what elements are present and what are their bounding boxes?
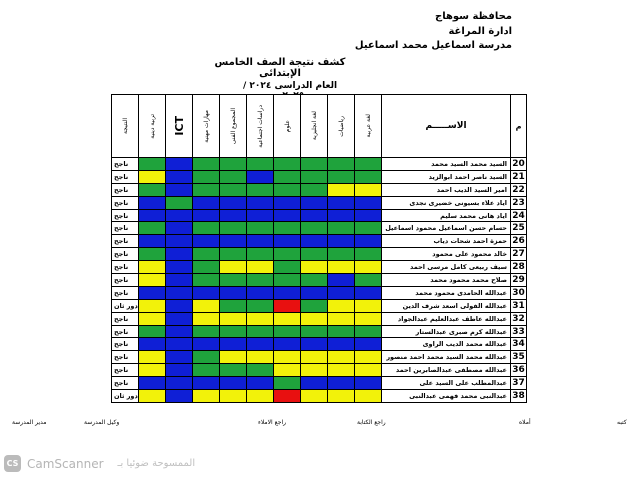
student-name: حسام حسن اسماعيل محمود اسماعيل bbox=[382, 222, 511, 235]
header-english: لغة انجليزية bbox=[301, 95, 328, 158]
grade-cell bbox=[193, 196, 220, 209]
grade-cell bbox=[328, 209, 355, 222]
grade-cell bbox=[166, 364, 193, 377]
camscanner-watermark bbox=[4, 455, 195, 472]
grade-cell bbox=[193, 274, 220, 287]
result-cell: ناجح bbox=[112, 235, 139, 248]
grade-cell bbox=[328, 312, 355, 325]
grade-cell bbox=[166, 170, 193, 183]
camscanner-brand: CamScanner bbox=[27, 456, 104, 471]
grade-cell bbox=[328, 235, 355, 248]
dictation-review-signature: راجع الاملاء bbox=[258, 419, 287, 426]
student-number: 33 bbox=[512, 326, 525, 337]
grade-cell bbox=[193, 390, 220, 403]
grade-cell bbox=[301, 312, 328, 325]
grade-cell bbox=[328, 248, 355, 261]
grade-cell bbox=[139, 235, 166, 248]
grade-cell bbox=[301, 338, 328, 351]
table-row bbox=[112, 351, 527, 364]
grade-cell bbox=[220, 209, 247, 222]
grade-cell bbox=[193, 377, 220, 390]
grade-cell bbox=[274, 390, 301, 403]
grade-cell bbox=[355, 170, 382, 183]
result-cell: دور ثان bbox=[112, 299, 139, 312]
grade-cell bbox=[274, 222, 301, 235]
grade-cell bbox=[247, 390, 274, 403]
student-name: عبدالله عاطف عبدالعليم عبدالجواد bbox=[382, 312, 511, 325]
administration-label: ادارة المراغة bbox=[448, 26, 512, 37]
grade-cell bbox=[139, 312, 166, 325]
result-cell: دور ثان bbox=[112, 390, 139, 403]
grade-cell bbox=[274, 248, 301, 261]
grade-cell bbox=[328, 338, 355, 351]
header-number: م bbox=[511, 95, 527, 158]
grade-cell bbox=[328, 222, 355, 235]
grade-cell bbox=[139, 390, 166, 403]
grade-cell bbox=[220, 235, 247, 248]
grade-cell bbox=[301, 209, 328, 222]
grade-cell bbox=[139, 364, 166, 377]
camscanner-logo-icon: CS bbox=[4, 455, 21, 472]
student-name: السيد ناصر احمد ابوالزيد bbox=[382, 170, 511, 183]
table-row bbox=[112, 338, 527, 351]
grade-cell bbox=[166, 312, 193, 325]
grade-cell bbox=[247, 286, 274, 299]
result-cell: ناجح bbox=[112, 170, 139, 183]
header-art: المجموع الفنى bbox=[220, 95, 247, 158]
grade-cell bbox=[355, 286, 382, 299]
grade-cell bbox=[247, 274, 274, 287]
grade-cell bbox=[166, 390, 193, 403]
header-row bbox=[112, 95, 527, 158]
grade-cell bbox=[193, 222, 220, 235]
student-name: امير السيد الديب احمد bbox=[382, 183, 511, 196]
student-name: عبدالله كرم صبرى عبدالستار bbox=[382, 325, 511, 338]
table-row bbox=[112, 183, 527, 196]
grade-cell bbox=[166, 209, 193, 222]
grade-cell bbox=[328, 325, 355, 338]
grade-cell bbox=[247, 209, 274, 222]
grade-cell bbox=[139, 286, 166, 299]
grade-cell bbox=[220, 183, 247, 196]
grade-cell bbox=[274, 183, 301, 196]
grade-cell bbox=[274, 158, 301, 171]
table-row bbox=[112, 325, 527, 338]
result-cell: ناجح bbox=[112, 261, 139, 274]
grade-cell bbox=[355, 377, 382, 390]
grade-cell bbox=[247, 183, 274, 196]
header-name: الاســـــم bbox=[382, 95, 511, 158]
grade-cell bbox=[301, 351, 328, 364]
student-number: 29 bbox=[512, 274, 525, 285]
grade-cell bbox=[166, 351, 193, 364]
page-title: كشف نتيجة الصف الخامس الإبتدائى bbox=[214, 57, 346, 79]
grade-cell bbox=[247, 338, 274, 351]
grade-cell bbox=[193, 235, 220, 248]
result-cell: ناجح bbox=[112, 351, 139, 364]
student-number: 24 bbox=[512, 210, 525, 221]
header-religion: تربية دينية bbox=[139, 95, 166, 158]
header-ict: ICT bbox=[166, 95, 193, 158]
grade-cell bbox=[193, 209, 220, 222]
header-social: دراسات اجتماعية bbox=[247, 95, 274, 158]
grade-cell bbox=[274, 351, 301, 364]
grade-cell bbox=[220, 338, 247, 351]
school-label: مدرسة اسماعيل محمد اسماعيل bbox=[354, 40, 512, 51]
grade-cell bbox=[355, 338, 382, 351]
grade-cell bbox=[274, 312, 301, 325]
grade-cell bbox=[220, 274, 247, 287]
student-name: عبدالنبى محمد فهمى عبدالنبى bbox=[382, 390, 511, 403]
grade-cell bbox=[301, 261, 328, 274]
student-number: 22 bbox=[512, 184, 525, 195]
grade-cell bbox=[139, 183, 166, 196]
grade-cell bbox=[301, 377, 328, 390]
grade-cell bbox=[301, 390, 328, 403]
table-row bbox=[112, 209, 527, 222]
grade-cell bbox=[220, 377, 247, 390]
grade-cell bbox=[247, 312, 274, 325]
result-cell: ناجح bbox=[112, 209, 139, 222]
result-cell: ناجح bbox=[112, 286, 139, 299]
grade-cell bbox=[355, 390, 382, 403]
results-body bbox=[112, 158, 527, 403]
grade-cell bbox=[247, 235, 274, 248]
grade-cell bbox=[220, 299, 247, 312]
student-number: 32 bbox=[512, 313, 525, 324]
grade-cell bbox=[139, 170, 166, 183]
deputy-signature: وكيل المدرسة bbox=[84, 419, 120, 426]
grade-cell bbox=[274, 338, 301, 351]
grade-cell bbox=[193, 170, 220, 183]
grade-cell bbox=[139, 158, 166, 171]
result-cell: ناجح bbox=[112, 338, 139, 351]
header-arabic: لغة عربية bbox=[355, 95, 382, 158]
grade-cell bbox=[220, 390, 247, 403]
grade-cell bbox=[274, 299, 301, 312]
grade-cell bbox=[301, 183, 328, 196]
result-cell: ناجح bbox=[112, 274, 139, 287]
grade-cell bbox=[274, 235, 301, 248]
grade-cell bbox=[274, 170, 301, 183]
header-science: علوم bbox=[274, 95, 301, 158]
grade-cell bbox=[274, 377, 301, 390]
grade-cell bbox=[139, 377, 166, 390]
result-cell: ناجح bbox=[112, 364, 139, 377]
grade-cell bbox=[166, 183, 193, 196]
grade-cell bbox=[301, 170, 328, 183]
grade-cell bbox=[220, 351, 247, 364]
student-number: 35 bbox=[512, 352, 525, 363]
grade-cell bbox=[220, 261, 247, 274]
table-row bbox=[112, 274, 527, 287]
grade-cell bbox=[301, 158, 328, 171]
grade-cell bbox=[247, 299, 274, 312]
header-result: النتيجة bbox=[112, 95, 139, 158]
grade-cell bbox=[139, 274, 166, 287]
grade-cell bbox=[355, 235, 382, 248]
student-name: اياد علاء بسيونى خضيرى نجدى bbox=[382, 196, 511, 209]
grade-cell bbox=[220, 364, 247, 377]
grade-cell bbox=[139, 299, 166, 312]
written-signature: كتبه bbox=[617, 419, 627, 426]
grade-cell bbox=[166, 299, 193, 312]
grade-cell bbox=[355, 351, 382, 364]
grade-cell bbox=[355, 196, 382, 209]
grade-cell bbox=[220, 286, 247, 299]
grade-cell bbox=[166, 338, 193, 351]
grade-cell bbox=[166, 377, 193, 390]
grade-cell bbox=[355, 158, 382, 171]
grade-cell bbox=[355, 299, 382, 312]
grade-cell bbox=[328, 274, 355, 287]
grade-cell bbox=[301, 274, 328, 287]
student-number: 20 bbox=[512, 158, 525, 169]
grade-cell bbox=[355, 248, 382, 261]
grade-cell bbox=[247, 170, 274, 183]
result-cell: ناجح bbox=[112, 312, 139, 325]
table-row bbox=[112, 235, 527, 248]
grade-cell bbox=[247, 351, 274, 364]
grade-cell bbox=[355, 209, 382, 222]
student-number: 25 bbox=[512, 223, 525, 234]
grade-cell bbox=[139, 209, 166, 222]
grade-cell bbox=[247, 158, 274, 171]
table-row bbox=[112, 261, 527, 274]
grade-cell bbox=[301, 364, 328, 377]
grade-cell bbox=[301, 286, 328, 299]
grade-cell bbox=[166, 274, 193, 287]
student-number: 26 bbox=[512, 236, 525, 247]
grade-cell bbox=[247, 248, 274, 261]
table-row bbox=[112, 158, 527, 171]
grade-cell bbox=[301, 248, 328, 261]
grade-cell bbox=[328, 158, 355, 171]
academic-year: العام الدراسى ٢٠٢٤ / bbox=[230, 81, 350, 102]
grade-cell bbox=[355, 222, 382, 235]
grade-cell bbox=[355, 325, 382, 338]
student-name: السيد محمد السيد محمد bbox=[382, 158, 511, 171]
grade-cell bbox=[220, 325, 247, 338]
grade-cell bbox=[139, 338, 166, 351]
grade-cell bbox=[247, 377, 274, 390]
table-row bbox=[112, 312, 527, 325]
table-row bbox=[112, 364, 527, 377]
table-row bbox=[112, 170, 527, 183]
student-name: خالد محمود على محمود bbox=[382, 248, 511, 261]
student-name: عبدالمطلب على السيد على bbox=[382, 377, 511, 390]
grade-cell bbox=[355, 183, 382, 196]
grade-cell bbox=[328, 299, 355, 312]
student-name: اياد هانى محمد سليم bbox=[382, 209, 511, 222]
grade-cell bbox=[166, 286, 193, 299]
grade-cell bbox=[139, 261, 166, 274]
student-number: 27 bbox=[512, 249, 525, 260]
grade-cell bbox=[274, 274, 301, 287]
grade-cell bbox=[139, 325, 166, 338]
grade-cell bbox=[193, 312, 220, 325]
student-name: صلاح محمد محمود محمد bbox=[382, 274, 511, 287]
grade-cell bbox=[247, 261, 274, 274]
grade-cell bbox=[301, 196, 328, 209]
grade-cell bbox=[166, 248, 193, 261]
grade-cell bbox=[274, 209, 301, 222]
grade-cell bbox=[328, 377, 355, 390]
table-row bbox=[112, 248, 527, 261]
grade-cell bbox=[355, 274, 382, 287]
student-name: عبدالله محمد الديب الراوى bbox=[382, 338, 511, 351]
result-cell: ناجح bbox=[112, 248, 139, 261]
grade-cell bbox=[301, 222, 328, 235]
grade-cell bbox=[355, 364, 382, 377]
governorate-label: محافظة سوهاج bbox=[435, 11, 512, 22]
student-name: عبدالله مصطفى عبدالصابرين احمد bbox=[382, 364, 511, 377]
result-cell: ناجح bbox=[112, 196, 139, 209]
grade-cell bbox=[139, 351, 166, 364]
grade-cell bbox=[220, 170, 247, 183]
grade-cell bbox=[193, 325, 220, 338]
grade-cell bbox=[301, 325, 328, 338]
grade-cell bbox=[193, 183, 220, 196]
result-cell: ناجح bbox=[112, 325, 139, 338]
student-number: 23 bbox=[512, 197, 525, 208]
grade-cell bbox=[139, 222, 166, 235]
result-cell: ناجح bbox=[112, 158, 139, 171]
results-table bbox=[111, 94, 527, 403]
student-number: 38 bbox=[512, 390, 525, 401]
camscanner-arabic-text: الممسوحة ضوئيا بـ bbox=[117, 458, 196, 469]
student-number: 21 bbox=[512, 171, 525, 182]
grade-cell bbox=[193, 248, 220, 261]
grade-cell bbox=[328, 261, 355, 274]
grade-cell bbox=[166, 325, 193, 338]
table-row bbox=[112, 286, 527, 299]
result-cell: ناجح bbox=[112, 377, 139, 390]
grade-cell bbox=[193, 158, 220, 171]
header-math: رياضيات bbox=[328, 95, 355, 158]
signature-footer bbox=[0, 419, 640, 431]
grade-cell bbox=[328, 390, 355, 403]
grade-cell bbox=[193, 338, 220, 351]
student-number: 31 bbox=[512, 300, 525, 311]
grade-cell bbox=[166, 222, 193, 235]
table-row bbox=[112, 377, 527, 390]
student-number: 37 bbox=[512, 378, 525, 389]
header-vocational: مهارات مهنية bbox=[193, 95, 220, 158]
grade-cell bbox=[247, 325, 274, 338]
grade-cell bbox=[193, 299, 220, 312]
student-name: عبدالله الحامدى محمود محمد bbox=[382, 286, 511, 299]
grade-cell bbox=[193, 286, 220, 299]
grade-cell bbox=[355, 261, 382, 274]
grade-cell bbox=[139, 196, 166, 209]
grade-cell bbox=[166, 196, 193, 209]
grade-cell bbox=[193, 261, 220, 274]
grade-cell bbox=[220, 196, 247, 209]
grade-cell bbox=[247, 196, 274, 209]
student-number: 34 bbox=[512, 339, 525, 350]
table-row bbox=[112, 299, 527, 312]
table-row bbox=[112, 390, 527, 403]
grade-cell bbox=[274, 286, 301, 299]
grade-cell bbox=[301, 299, 328, 312]
grade-cell bbox=[328, 170, 355, 183]
student-number: 36 bbox=[512, 365, 525, 376]
student-name: عبدالله محمد السيد محمد احمد منصور bbox=[382, 351, 511, 364]
student-name: عبدالله الفولى اسعد شرف الدين bbox=[382, 299, 511, 312]
student-name: سيف ربيعى كامل مرسى احمد bbox=[382, 261, 511, 274]
grade-cell bbox=[301, 235, 328, 248]
grade-cell bbox=[166, 158, 193, 171]
result-cell: ناجح bbox=[112, 183, 139, 196]
grade-cell bbox=[220, 312, 247, 325]
grade-cell bbox=[274, 196, 301, 209]
table-row bbox=[112, 222, 527, 235]
grade-cell bbox=[328, 364, 355, 377]
student-name: حمزة احمد شحات دياب bbox=[382, 235, 511, 248]
student-number: 28 bbox=[512, 262, 525, 273]
grade-cell bbox=[247, 222, 274, 235]
grade-cell bbox=[193, 364, 220, 377]
grade-cell bbox=[247, 364, 274, 377]
grade-cell bbox=[166, 261, 193, 274]
student-number: 30 bbox=[512, 287, 525, 298]
grade-cell bbox=[355, 312, 382, 325]
writing-review-signature: راجع الكتابة bbox=[357, 419, 386, 426]
result-cell: ناجح bbox=[112, 222, 139, 235]
grade-cell bbox=[328, 196, 355, 209]
grade-cell bbox=[274, 325, 301, 338]
grade-cell bbox=[328, 183, 355, 196]
grade-cell bbox=[166, 235, 193, 248]
director-signature: مدير المدرسة bbox=[12, 419, 47, 426]
dictated-signature: أملاه bbox=[519, 419, 531, 426]
grade-cell bbox=[220, 248, 247, 261]
grade-cell bbox=[139, 248, 166, 261]
grade-cell bbox=[328, 351, 355, 364]
grade-cell bbox=[328, 286, 355, 299]
grade-cell bbox=[220, 222, 247, 235]
grade-cell bbox=[274, 364, 301, 377]
grade-cell bbox=[220, 158, 247, 171]
grade-cell bbox=[193, 351, 220, 364]
table-row bbox=[112, 196, 527, 209]
grade-cell bbox=[274, 261, 301, 274]
